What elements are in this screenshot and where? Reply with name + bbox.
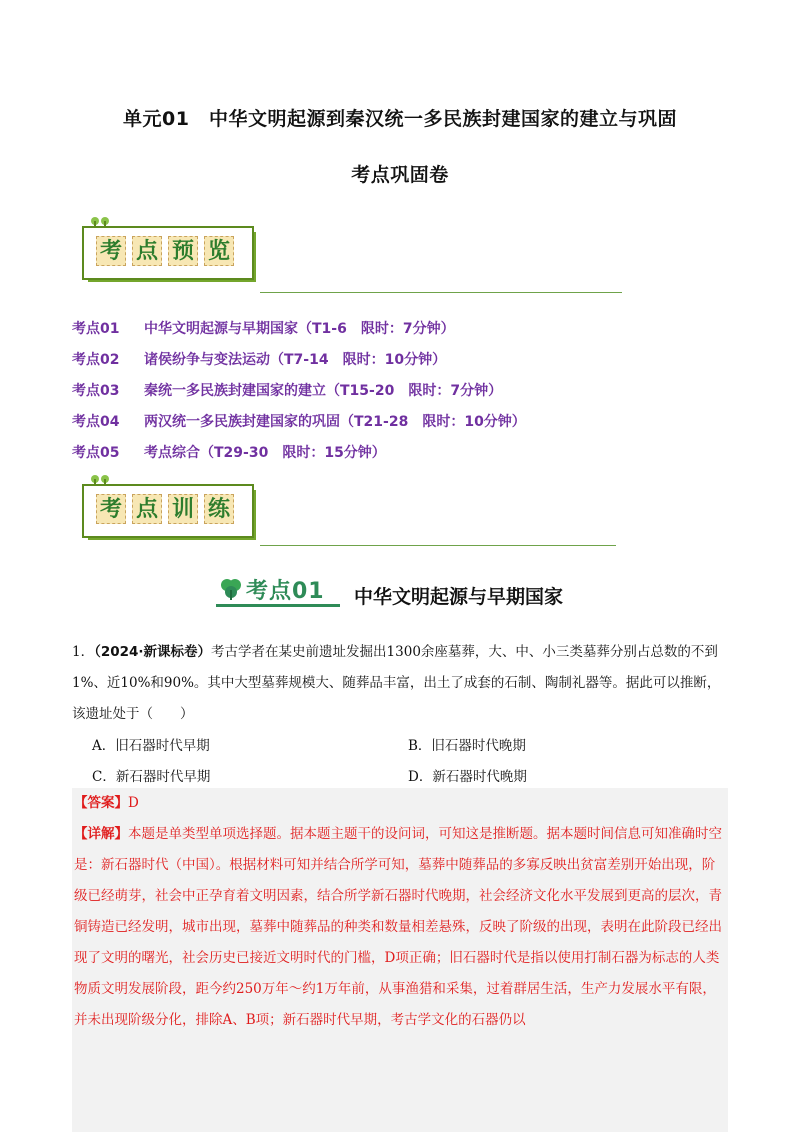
banner-char: 考 (96, 236, 126, 266)
kaodian-item: 考点03 秦统一多民族封建国家的建立（T15-20 限时：7分钟） (72, 383, 503, 399)
analysis-text: 【详解】本题是单类型单项选择题。据本题主题干的设问词，可知这是推断题。据本题时间信息可知准确时空是：新石器时代（中国）。根据材料可知并结合所学可知，墓葬中随葬品的多寡反映出贫富差别开始出现，阶级已经萌芽，社会中正孕育着文明因素，结合所学新石器时代晚期，社会经济文化水平发展到更高的层次，青铜铸造已经发明，城市出现，墓葬中随葬品的种类和数量相差悬殊，反映了阶级的出现，表明在此阶段已经出现了文明的曙光，社会历史已接近文明时代的门槛，D项正确；旧石器时代是指以使用打制石器为标志的人类物质文明发展阶段，距今约250万年～约1万年前，从事渔猎和采集，过着群居生活，生产力发展水平有限，并未出现阶级分化，排除A、B项；新石器时代早期，考古学文化的石器仍以 (74, 826, 722, 1028)
banner-char: 考 (96, 494, 126, 524)
kaodian-item: 考点01 中华文明起源与早期国家（T1-6 限时：7分钟） (72, 321, 455, 337)
option-b: B．旧石器时代晚期 (408, 738, 526, 754)
section-title: 中华文明起源与早期国家 (354, 586, 564, 608)
answer-value: D (128, 795, 139, 811)
option-d: D．新石器时代晚期 (408, 769, 527, 785)
answer-line: 【答案】D (74, 795, 139, 811)
divider (260, 545, 616, 546)
banner-char: 练 (204, 494, 234, 524)
option-a: A．旧石器时代早期 (92, 738, 210, 754)
answer-analysis (72, 788, 728, 1132)
paper-subtitle: 考点巩固卷 (351, 164, 449, 186)
clover-icon (218, 576, 244, 600)
question-number: 1． (72, 644, 95, 660)
option-c: C．新石器时代早期 (92, 769, 211, 785)
banner-char: 点 (132, 494, 162, 524)
banner-char: 训 (168, 494, 198, 524)
question-source: （2024·新课标卷） (94, 644, 212, 660)
kaodian-item: 考点05 考点综合（T29-30 限时：15分钟） (72, 445, 386, 461)
question-stem: 考古学者在某史前遗址发掘出1300余座墓葬，大、中、小三类墓葬分别占总数的不到1%、近10%和90%。其中大型墓葬规模大、随葬品丰富，出土了成套的石制、陶制礼器等。据此可以推断，该遗址处于（ ） (72, 644, 721, 722)
unit-title: 单元01 中华文明起源到秦汉统一多民族封建国家的建立与巩固 (123, 108, 677, 130)
kaodian-item: 考点04 两汉统一多民族封建国家的巩固（T21-28 限时：10分钟） (72, 414, 526, 430)
question (72, 637, 728, 730)
banner-char: 览 (204, 236, 234, 266)
divider (260, 292, 622, 293)
banner-training (82, 480, 258, 542)
banner-char: 预 (168, 236, 198, 266)
section-badge: 考点01 (216, 574, 340, 607)
kaodian-item: 考点02 诸侯纷争与变法运动（T7-14 限时：10分钟） (72, 352, 447, 368)
banner-preview (82, 222, 258, 284)
banner-char: 点 (132, 236, 162, 266)
kaodian-list (72, 319, 526, 474)
